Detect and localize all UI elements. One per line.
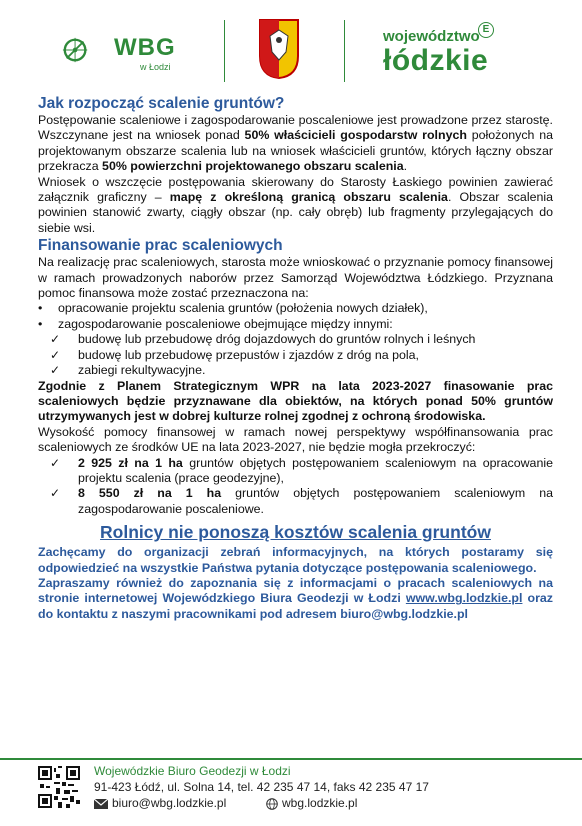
list-item: ✓ budowę lub przebudowę przepustów i zjazdów z dróg na pola,	[38, 348, 553, 363]
email-link[interactable]: biuro@wbg.lodzkie.pl	[112, 796, 227, 810]
section-heading: Jak rozpocząć scalenie gruntów?	[38, 95, 285, 112]
region-badge-icon: E	[478, 22, 494, 38]
amount: 2 925 zł na 1 ha	[78, 455, 183, 470]
text: Wniosek o wszczęcie postępowania skierowany do Starosty Łaskiego powinien zawierać załącznik graficzny –	[38, 174, 553, 205]
section-heading: Finansowanie prac scaleniowych	[38, 237, 283, 255]
text: .	[403, 159, 408, 174]
text: Postępowanie scaleniowe i zagospodarowanie poscaleniowe jest prowadzone przez starostę. Wszczynane jest na wniosek ponad	[38, 113, 553, 143]
paragraph: Na realizację prac scaleniowych, starosta może wnioskować o przyznanie pomocy finansowej w ramach prowadzonych naborów przez Samorząd Województwa Łódzkiego. Przyznana pomoc finansowa może zostać przeznaczona na:	[38, 255, 553, 301]
website-link[interactable]: www.wbg.lodzkie.pl	[405, 591, 523, 606]
qr-code-icon	[38, 766, 80, 808]
header-divider	[344, 20, 345, 82]
text-bold: 50% właścicieli gospodarstw rolnych	[244, 128, 467, 143]
paragraph	[38, 175, 553, 237]
region-top: województwo	[383, 28, 480, 45]
text: położonych na projektowanym obszarze scalenia lub na wniosek właścicieli gruntów, których łączny obszar przekracza	[38, 128, 553, 174]
list-item	[38, 486, 553, 517]
footer-web	[266, 796, 357, 810]
text: Zapraszamy również do zapoznania się z informacjami o pracach scaleniowych na stronie internetowej Wojewódzkiego Biura Geodezji w Łodzi	[38, 575, 553, 606]
limit-list	[38, 456, 553, 518]
text: . Obszar scalenia powinien stanowić zwarty, ciągły obszar (np. cały obręb) lub fragmenty przylegających do siebie wsi.	[38, 190, 553, 235]
text: gruntów objętych postępowaniem scaleniowym na zagospodarowanie poscaleniowe.	[78, 486, 553, 516]
list-item: ✓ budowę lub przebudowę dróg dojazdowych do gruntów rolnych i leśnych	[38, 332, 553, 347]
check-list	[38, 332, 553, 378]
footer-email	[94, 796, 226, 810]
amount: 8 550 zł na 1 ha	[78, 486, 222, 501]
header	[0, 0, 582, 92]
paragraph	[38, 113, 553, 175]
paragraph: Zachęcamy do organizacji zebrań informacyjnych, na których postaramy się odpowiedzieć na wszystkie Państwa pytania dotyczące postępowania scaleniowego.	[38, 545, 553, 575]
list-item	[38, 456, 553, 487]
list-item: • zagospodarowanie poscaleniowe obejmujące między innymi:	[38, 317, 553, 332]
list-item: ✓ zabiegi rekultywacyjne.	[38, 363, 553, 378]
text: gruntów objętych postępowaniem scaleniowym na opracowanie projektu scalenia (prace geodezyjne),	[78, 455, 553, 485]
paragraph	[38, 576, 553, 622]
header-divider	[224, 20, 225, 82]
paragraph: Wysokość pomocy finansowej w ramach nowej perspektywy współfinansowania prac scaleniowych ze środków UE na lata 2023-2027, nie będzie mogła przekroczyć:	[38, 424, 553, 455]
footer-divider	[0, 758, 582, 760]
text-bold: 50% powierzchni projektowanego obszaru scalenia	[102, 159, 404, 174]
list-item: • opracowanie projektu scalenia gruntów (położenia nowych działek),	[38, 301, 553, 316]
wbg-sub: w Łodzi	[140, 62, 171, 72]
region-crest-icon	[258, 18, 300, 80]
envelope-icon	[94, 799, 108, 809]
footer-org: Wojewódzkie Biuro Geodezji w Łodzi	[94, 764, 291, 778]
content	[38, 94, 553, 622]
globe-icon	[266, 798, 278, 810]
bold-paragraph: Zgodnie z Planem Strategicznym WPR na lata 2023-2027 finasowanie prac scaleniowych będzie przyznawane dla obiektów, na których ponad 50% gruntów utrzymywanych jest w dobrej kulturze rolnej zgodnej z ochroną środowiska.	[38, 378, 553, 424]
footer-address: 91-423 Łódź, ul. Solna 14, tel. 42 235 47 14, faks 42 235 47 17	[94, 780, 429, 794]
banner-heading: Rolnicy nie ponoszą kosztów scalenia gruntów	[100, 522, 491, 543]
bullet-list	[38, 301, 553, 332]
web-link[interactable]: wbg.lodzkie.pl	[282, 796, 358, 810]
wbg-name: WBG	[114, 34, 176, 61]
region-name: łódzkie	[383, 44, 489, 77]
wbg-compass-logo	[62, 22, 118, 78]
text: oraz do kontaktu z naszymi pracownikami pod adresem biuro@wbg.lodzkie.pl	[38, 591, 553, 621]
text-bold: mapę z określoną granicą obszaru scalenia	[169, 190, 448, 205]
